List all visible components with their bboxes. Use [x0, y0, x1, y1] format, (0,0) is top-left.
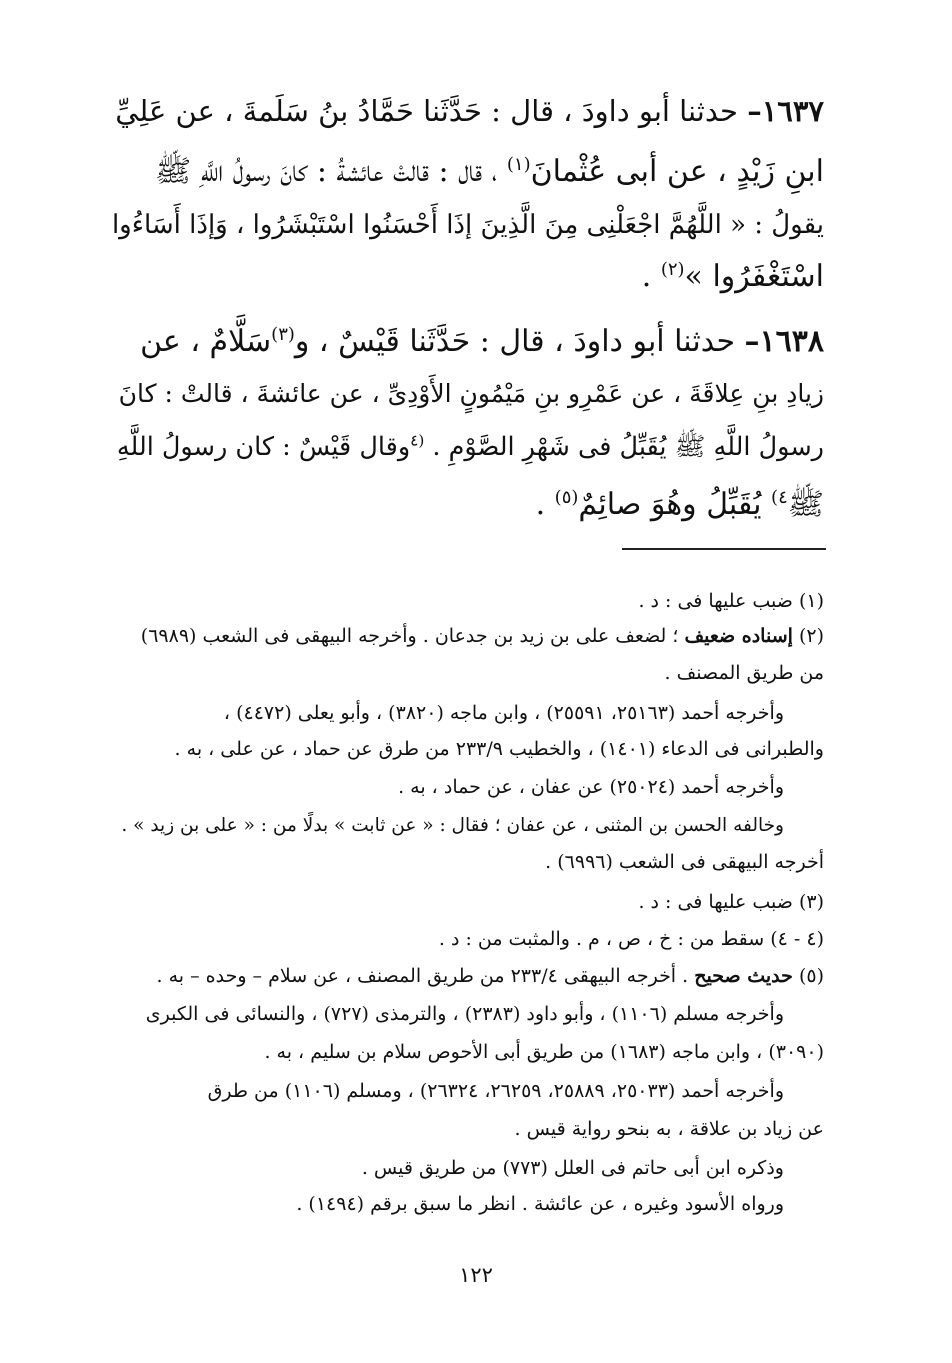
text: (٢) — [792, 625, 824, 647]
footnote-1: (١) ضبب عليها فى : د . — [638, 590, 824, 612]
page-number: ١٢٢ — [459, 1263, 493, 1287]
hadith-1638-line-1 — [140, 324, 824, 359]
footnote-2-line-1 — [141, 627, 824, 646]
text: (٥) — [792, 965, 824, 987]
text: حدثنا أبو داودَ ، قال : حَدَّثَنا قَيْسٌ ، و — [294, 324, 745, 359]
grade: إسناده ضعيف — [684, 625, 793, 647]
footnote-ref: (٣) — [271, 324, 295, 345]
text: . — [535, 487, 555, 522]
text: ﷺ — [787, 487, 824, 522]
grade: حديث صحيح — [694, 965, 793, 987]
text: ؛ لضعف على بن زيد بن جدعان . وأخرجه البيهقى فى الشعب (٦٩٨٩) — [140, 625, 685, 647]
text: وقال قَيْسٌ : كان رسولُ اللَّهِ — [116, 432, 411, 462]
footnote-5-line-2: وأخرجه مسلم (١١٠٦) ، وأبو داود (٢٣٨٣) ، والترمذى (٧٢٧) ، والنسائى فى الكبرى — [145, 1003, 784, 1025]
hadith-1637-line-3 — [112, 212, 824, 238]
footnote-2-line-2: من طريق المصنف . — [664, 662, 824, 684]
text: حدثنا أبو داودَ ، قال : حَدَّثَنا حَمَّادُ بنُ سَلَمةَ ، عن عَلِيِّ — [115, 94, 748, 128]
text: . — [641, 259, 661, 294]
hadith-1637-line-1 — [115, 94, 824, 128]
footnote-2-line-4: والطبرانى فى الدعاء (١٤٠١) ، والخطيب ٢٣٣/٩ من طرق عن حماد ، عن على ، به . — [174, 738, 824, 760]
hadith-1638-line-4 — [535, 487, 824, 522]
hadith-1637-line-2 — [154, 154, 824, 189]
hadith-1637-line-4 — [641, 259, 824, 294]
text: . أخرجه البيهقى ٢٣٣/٤ من طريق المصنف ، عن سلام – وحده – به . — [156, 965, 695, 987]
footnote-separator — [622, 548, 826, 550]
footnote-4: (٤ - ٤) سقط من : خ ، ص ، م . والمثبت من : د . — [438, 928, 824, 950]
text: اسْتَغْفَرُوا » — [684, 259, 824, 294]
footnote-ref: (٢) — [660, 259, 685, 280]
footnote-5-line-6: وذكره ابن أبى حاتم فى العلل (٧٧٣) من طريق قيس . — [361, 1157, 784, 1179]
footnote-2-line-5: وأخرجه أحمد (٢٥٠٢٤) عن عفان ، عن حماد ، به . — [398, 776, 784, 798]
hadith-1638-line-3 — [116, 431, 824, 462]
text: يقولُ : « اللَّهُمَّ اجْعَلْنِى مِنَ الَّذِينَ إذَا أَحْسَنُوا اسْتَبْشَرُوا ، وَإذَا أَسَاءُوا — [111, 210, 824, 240]
hadith-number: ١٦٣٨– — [744, 324, 824, 359]
footnote-5-line-5: عن زياد بن علاقة ، به بنحو رواية قيس . — [514, 1118, 824, 1140]
footnote-3: (٣) ضبب عليها فى : د . — [638, 891, 824, 913]
footnote-2-line-3: وأخرجه أحمد (٢٥١٦٣، ٢٥٥٩١) ، وابن ماجه (٣٨٢٠) ، وأبو يعلى (٤٤٧٢) ، — [223, 702, 784, 724]
footnote-ref: (٥) — [554, 487, 579, 508]
hadith-1638-line-2 — [119, 381, 824, 406]
footnote-5-line-1 — [157, 967, 824, 986]
footnote-5-line-3: (٣٠٩٠) ، وابن ماجه (١٦٨٣) من طريق أبى الأحوص سلام بن سليم ، به . — [264, 1041, 824, 1063]
footnote-2-line-6: وخالفه الحسن بن المثنى ، عن عفان ؛ فقال : « عن ثابت » بدلًا من : « على بن زيد » . — [121, 815, 784, 836]
footnote-5-line-4: وأخرجه أحمد (٢٥٠٣٣، ٢٥٨٨٩، ٢٦٢٥٩، ٢٦٣٢٤) ، ومسلم (١١٠٦) من طرق — [207, 1080, 784, 1102]
text: يُقَبِّلُ وهُوَ صائِمٌ — [578, 487, 772, 522]
text: سَلَّامٌ ، عن — [140, 324, 272, 359]
text: زيادِ بنِ عِلاقَةَ ، عن عَمْرِو بنِ مَيْمُونٍ الأَوْدِىِّ ، عن عائشةَ ، قالتْ : كانَ — [118, 379, 824, 408]
footnote-ref: (١) — [506, 154, 531, 175]
hadith-number: ١٦٣٧– — [747, 94, 824, 128]
text: رسولُ اللَّهِ ﷺ يُقَبِّلُ فى شَهْرِ الصَّوْمِ . — [424, 432, 824, 462]
footnote-5-line-7: ورواه الأسود وغيره ، عن عائشة . انظر ما سبق برقم (١٤٩٤) . — [296, 1193, 784, 1215]
text: ، قال : قالتْ عائشةُ : كانَ رسولُ اللَّهِ ﷺ — [154, 154, 507, 189]
text: ابنِ زَيْدٍ ، عن أبى عُثْمانَ — [530, 154, 824, 189]
footnote-2-line-7: أخرجه البيهقى فى الشعب (٦٩٩٦) . — [545, 851, 824, 873]
footnote-ref: ٤) — [771, 487, 788, 508]
footnote-ref: (٤ — [410, 431, 425, 450]
